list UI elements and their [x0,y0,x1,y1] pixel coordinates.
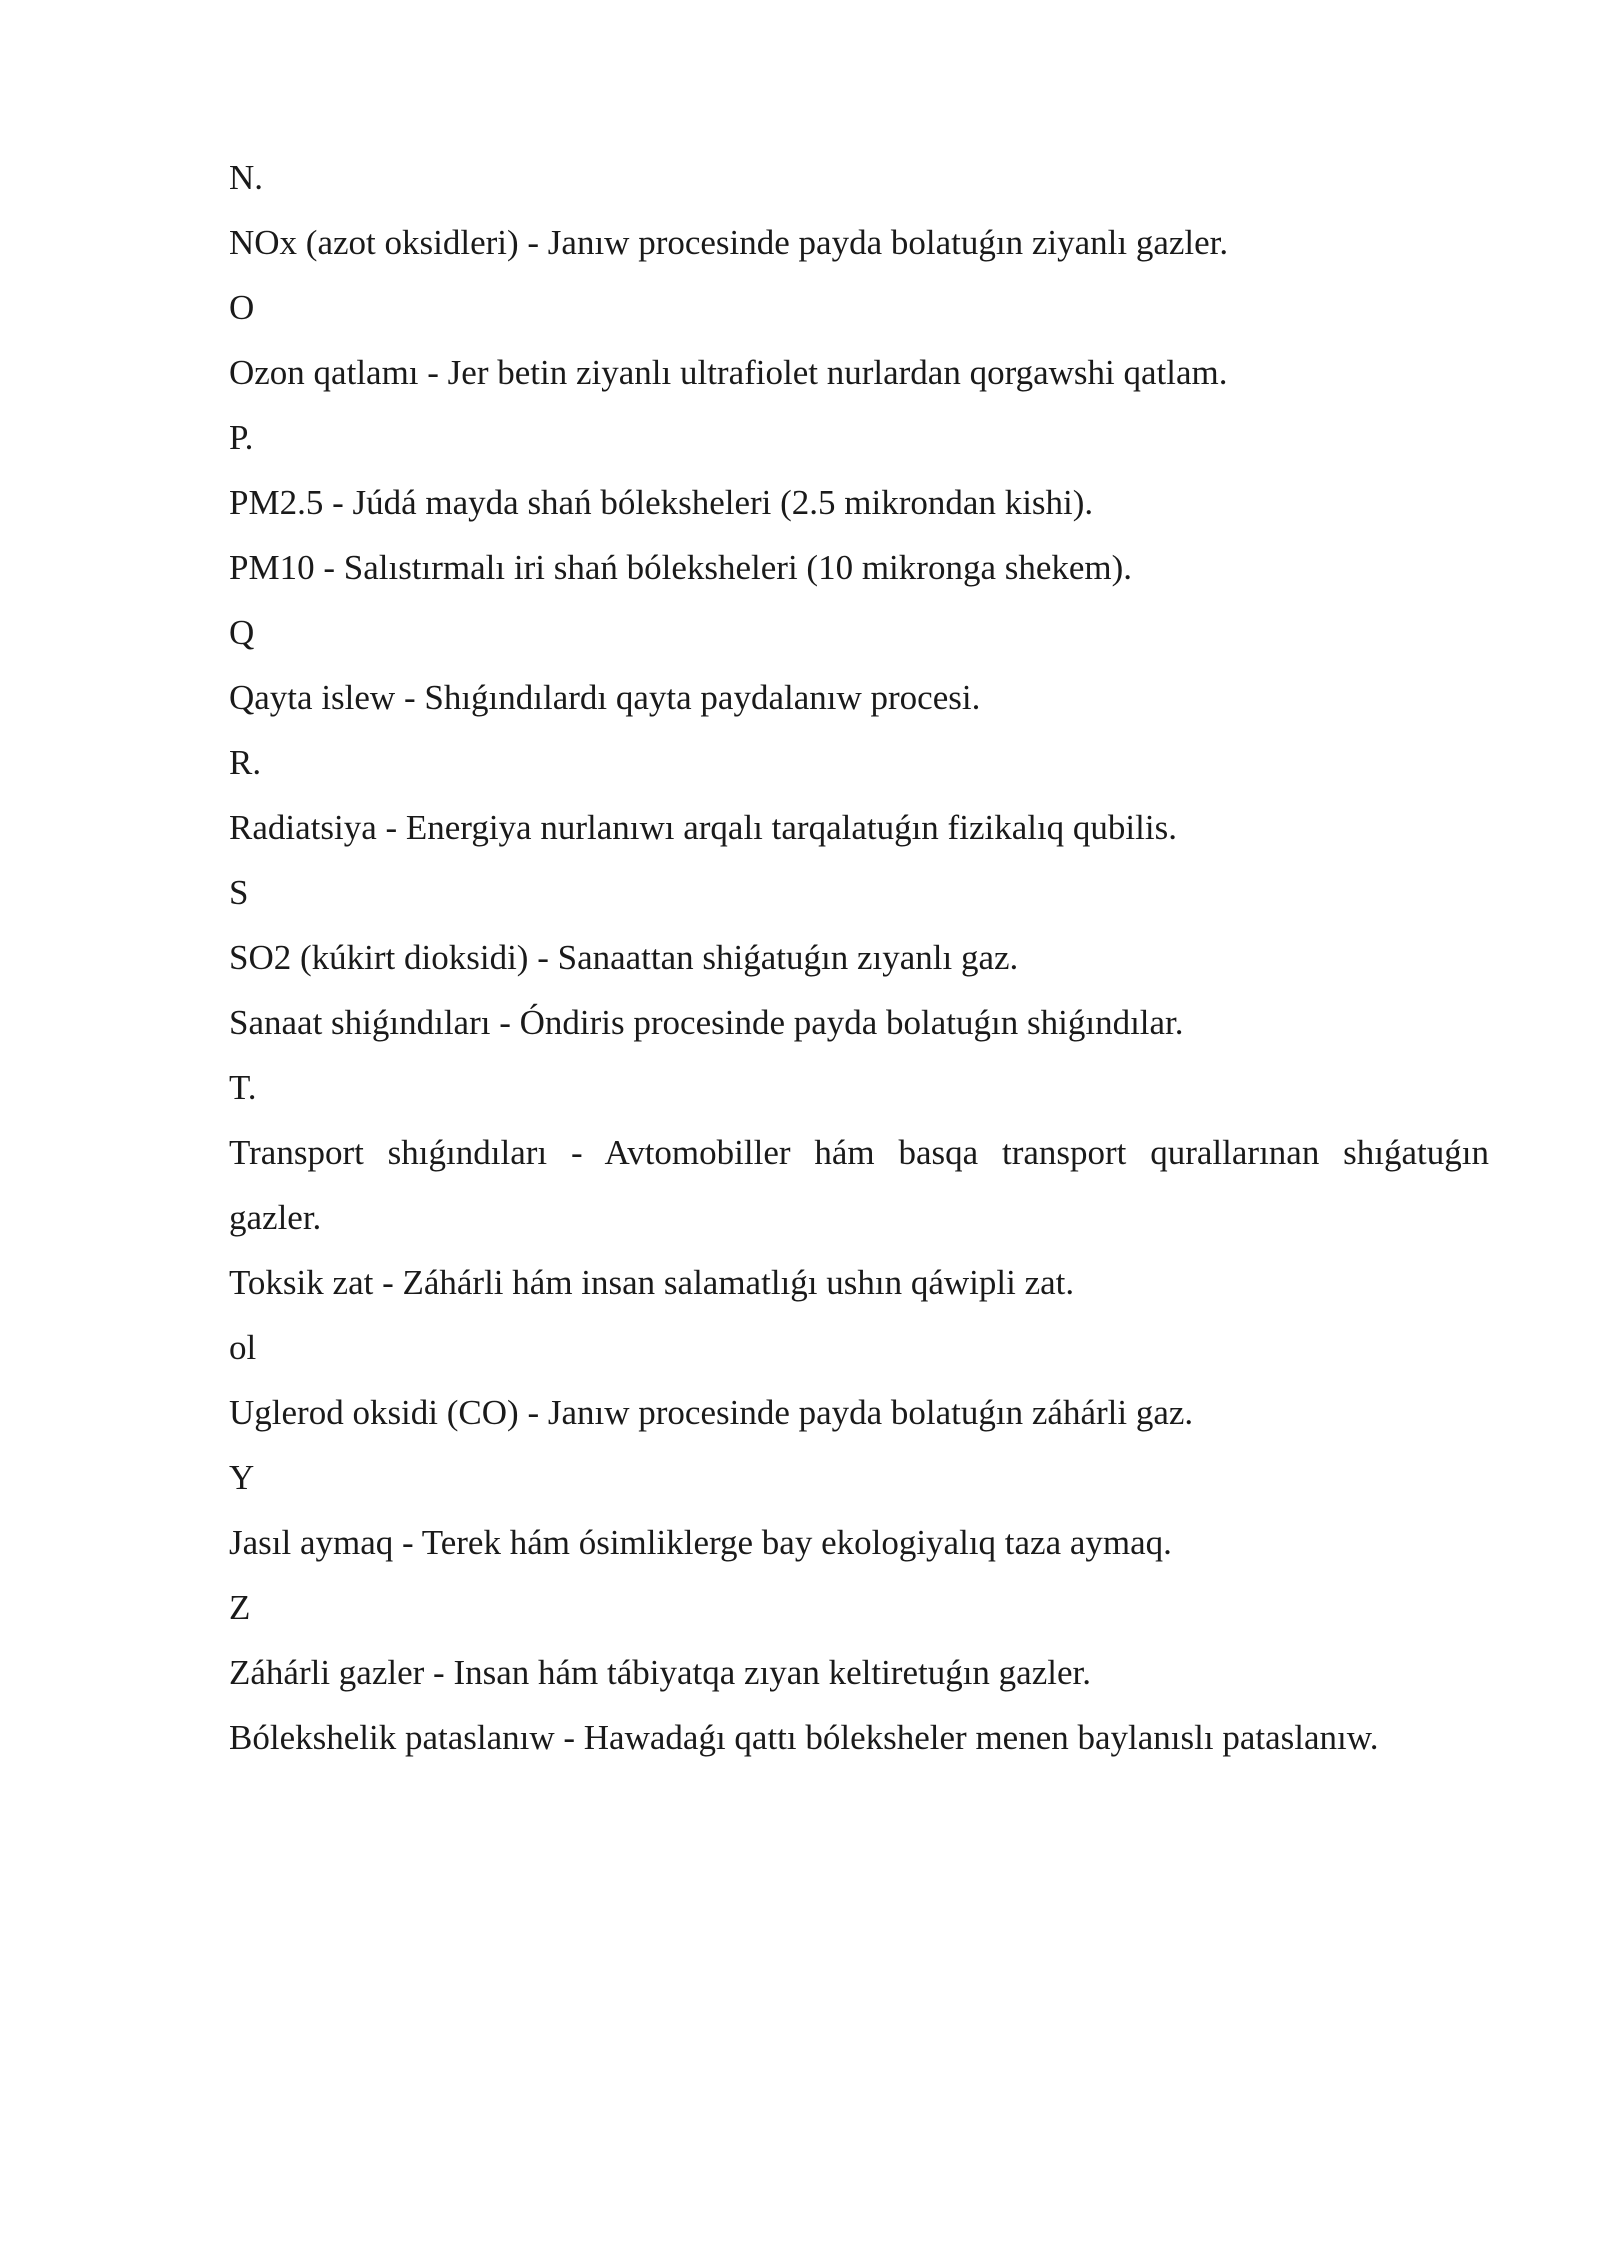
letter-heading-y: Y [229,1458,255,1497]
document-page [229,145,1489,1770]
glossary-entry-ozon: Ozon qatlamı - Jer betin ziyanlı ultrafiolet nurlardan qorgawshi qatlam. [229,353,1228,392]
letter-heading-t: T. [229,1068,257,1107]
letter-heading-r: R. [229,743,262,782]
glossary-entry-nox: NOx (azot oksidleri) - Janıw procesinde payda bolatuǵın ziyanlı gazler. [229,223,1229,262]
glossary-entry-qayta-islew: Qayta islew - Shıǵındılardı qayta paydalanıw procesi. [229,678,981,717]
glossary-entry-so2: SO2 (kúkirt dioksidi) - Sanaattan shiǵatuǵın zıyanlı gaz. [229,938,1019,977]
glossary-entry-jasil-aymaq: Jasıl aymaq - Terek hám ósimliklerge bay ekologiyalıq taza aymaq. [229,1523,1172,1562]
letter-heading-p: P. [229,418,254,457]
letter-heading-u: ol [229,1328,257,1367]
glossary-entry-radiatsiya: Radiatsiya - Energiya nurlanıwı arqalı tarqalatuǵın fizikalıq qubilis. [229,808,1177,847]
letter-heading-q: Q [229,613,255,652]
glossary-entry-transport: Transport shıǵındıları - Avtomobiller hám basqa transport qurallarınan shıǵatuǵın [229,1133,1489,1172]
glossary-entry-toksik-zat: Toksik zat - Záhárli hám insan salamatlıǵı ushın qáwipli zat. [229,1263,1075,1302]
glossary-entry-bolekshelik: Bólekshelik pataslanıw - Hawadaǵı qattı bóleksheler menen baylanıslı pataslanıw. [229,1718,1379,1757]
letter-heading-n: N. [229,158,264,197]
glossary-entry-pm10: PM10 - Salıstırmalı iri shań bólekshеleri (10 mikronga shekem). [229,548,1133,587]
glossary-entry-transport-continued: gazler. [229,1198,322,1237]
glossary-entry-zaharli-gazler: Záhárli gazler - Insan hám tábiyatqa zıyan keltiretuǵın gazler. [229,1653,1091,1692]
letter-heading-z: Z [229,1588,251,1627]
glossary-entry-sanaat: Sanaat shiǵındıları - Óndiris procesinde payda bolatuǵın shiǵındılar. [229,1003,1184,1042]
letter-heading-o: O [229,288,255,327]
letter-heading-s: S [229,873,249,912]
glossary-entry-pm25: PM2.5 - Júdá mayda shań bólekshеleri (2.5 mikrondan kishi). [229,483,1094,522]
glossary-entry-uglerod: Uglerod oksidi (CO) - Janıw procesinde payda bolatuǵın záhárli gaz. [229,1393,1194,1432]
